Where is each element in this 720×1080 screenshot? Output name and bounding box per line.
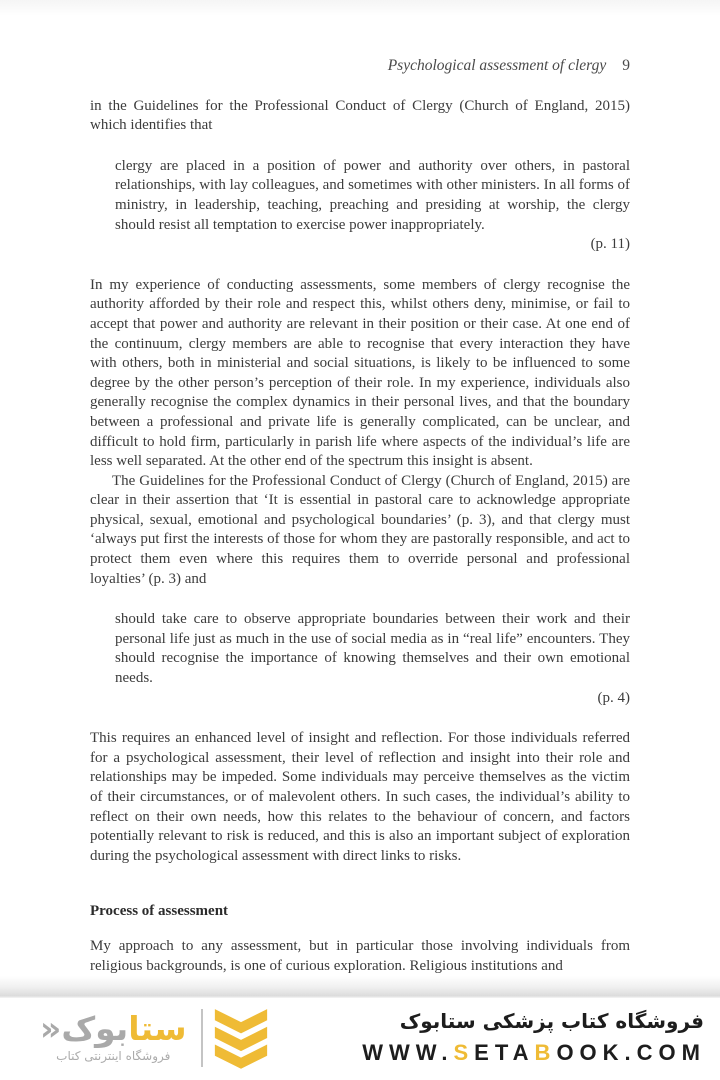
url-segment-highlight: S [453,1040,475,1066]
footer-store-info [362,1009,706,1066]
quote-citation-2: (p. 4) [597,689,630,706]
page-number: 9 [622,57,630,74]
scan-edge-shadow [0,976,720,998]
quote-citation-1: (p. 11) [590,236,630,253]
wordmark-guillemet: « [40,1008,62,1048]
url-segment: WWW. [362,1040,454,1066]
body-paragraph-2: In my experience of conducting assessments, some members of clergy recognise the authority afforded by their role and respect this, whilst others deny, minimise, or fail to accept that power and authority are relevant in their position or their case. At one end of the continuum, clergy members are able to recognise that every interaction they have with others, both in ministerial and social situations, is likely to be influenced to some degree by the other person’s perception of their role. In my experience, individuals also generally recognise the complex dynamics in their personal lives, and that the boundary between a professional and private life is generally complicated, can be unclear, and difficult to hold firm, particularly in parish life where aspects of the individual’s life are less well separated. At the other end of the spectrum this insight is absent. [90,276,630,470]
body-paragraph-5: My approach to any assessment, but in particular those involving individuals from religious backgrounds, is one of curious exploration. Religious institutions and [90,937,630,974]
logo-tagline: فروشگاه اینترنتی کتاب [56,1049,171,1064]
watermark-footer [0,998,720,1080]
block-quote-1: clergy are placed in a position of power and authority over others, in pastoral relationships, with lay colleagues, and sometimes with other ministers. In all forms of ministry, in leadership, teaching, preaching and presiding at worship, the clergy should resist all temptation to exercise power inappropriately. [115,157,630,233]
body-paragraph-4: This requires an enhanced level of insight and reflection. For those individuals referred for a psychological assessment, their level of reflection and insight into their role and relationships may be impeded. Some individuals may perceive themselves as the victim of their circumstances, or of malevolent others. In such cases, the individual’s ability to reflect on their own needs, how this relates to the behaviour of concern, and factors potentially relevant to risk is reduced, and this is also an important subject of exploration during the psychological assessment with direct links to risks. [90,730,630,864]
running-title: Psychological assessment of clergy [387,57,607,74]
setabook-logo [40,1003,269,1073]
url-segment: OOK.COM [556,1040,706,1066]
body-paragraph-1: in the Guidelines for the Professional Conduct of Clergy (Church of England, 2015) which identifies that [90,97,630,134]
logo-divider [201,1009,203,1067]
wordmark-gray-part: بوک [61,1008,129,1048]
logo-text-stack [40,1008,187,1064]
wordmark-gold-part: ستا [128,1008,187,1048]
body-paragraph-3: The Guidelines for the Professional Conduct of Clergy (Church of England, 2015) are clear in their assertion that ‘It is essential in pastoral care to acknowledge appropriate physical, sexual, emotional and psychological boundaries’ (p. 3), and that clergy must ‘always put first the interests of those for whom they are pastorally responsible, and act to protect them even where this requires them to override personal and professional loyalties’ (p. 3) and [90,472,630,587]
store-title-fa: فروشگاه کتاب پزشکی ستابوک [399,1009,704,1034]
url-segment: ETA [474,1040,535,1066]
website-url [362,1040,706,1066]
block-quote-2: should take care to observe appropriate boundaries between their work and their personal life just as much in the use of social media as in “real life” encounters. They should recognise the importance of knowing themselves and their own emotional needs. [115,611,630,687]
chevron-s-emblem-icon [213,1003,269,1073]
section-heading: Process of assessment [90,903,229,920]
url-segment-highlight: B [534,1040,557,1066]
logo-wordmark [40,1008,187,1048]
running-header [90,56,630,76]
